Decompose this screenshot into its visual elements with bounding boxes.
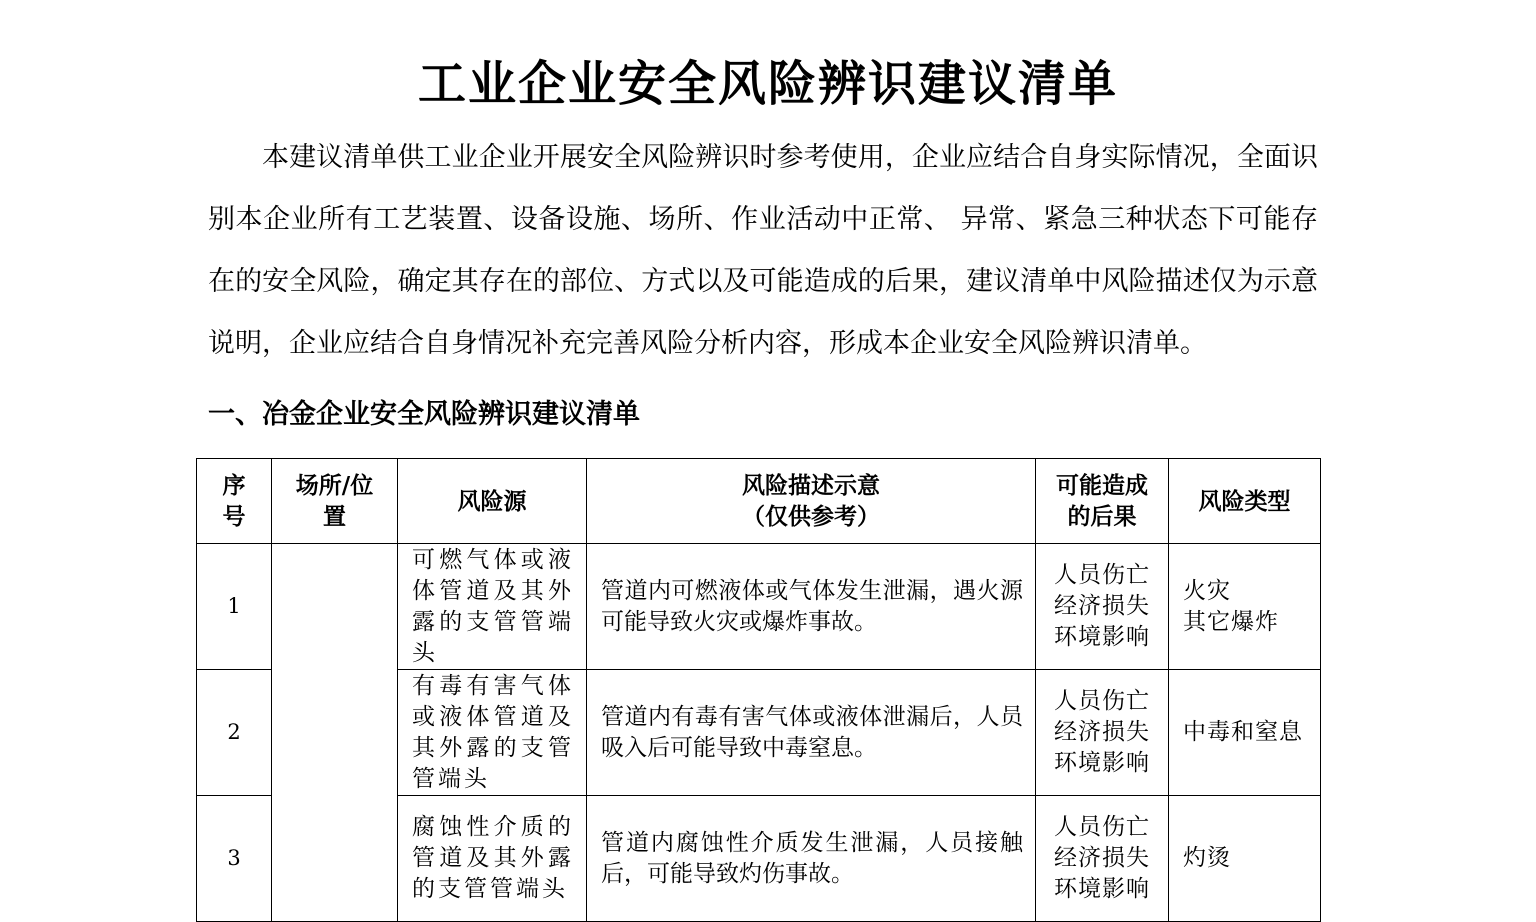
row-source	[398, 796, 587, 922]
header-type-line: 风险类型	[1198, 487, 1291, 515]
document-title: 工业企业安全风险辨识建议清单	[417, 56, 1118, 112]
consequence-item: 环境影响	[1054, 876, 1150, 902]
row-description: 管道内有毒有害气体或液体泄漏后，人员吸入后可能导致中毒窒息。	[587, 670, 1036, 796]
row-type	[1169, 796, 1321, 922]
consequence-item: 经济损失	[1054, 593, 1150, 619]
row-source	[398, 670, 587, 796]
row-source	[398, 544, 587, 670]
row-type	[1169, 544, 1321, 670]
row-description: 管道内可燃液体或气体发生泄漏，遇火源可能导致火灾或爆炸事故。	[587, 544, 1036, 670]
header-description-line: 风险描述示意	[742, 472, 880, 499]
table-row	[197, 544, 1321, 670]
header-description-line: （仅供参考）	[742, 503, 880, 530]
header-source	[398, 459, 587, 544]
type-item: 其它爆炸	[1183, 608, 1279, 635]
table-header-row	[197, 459, 1321, 544]
consequence-item: 经济损失	[1054, 845, 1150, 871]
header-seq-line: 号	[222, 503, 246, 530]
row-seq: 1	[197, 544, 272, 670]
row-consequence	[1036, 670, 1169, 796]
header-description	[587, 459, 1036, 544]
row-location	[272, 544, 398, 922]
row-seq: 2	[197, 670, 272, 796]
row-consequence	[1036, 796, 1169, 922]
consequence-item: 人员伤亡	[1054, 688, 1150, 714]
consequence-item: 环境影响	[1054, 624, 1150, 650]
intro-paragraph: 本建议清单供工业企业开展安全风险辨识时参考使用，企业应结合自身实际情况，全面识别本企业所有工艺装置、设备设施、场所、作业活动中正常、 异常、紧急三种状态下可能存在的安全风险，确定其存在的部位、方式以及可能造成的后果，建议清单中风险描述仅为示意说明，企业应结合自身情况补充完善风险分析内容，形成本企业安全风险辨识清单。	[208, 142, 1318, 359]
consequence-item: 人员伤亡	[1054, 562, 1150, 588]
header-consequence-line: 可能造成	[1056, 472, 1148, 499]
section-heading: 一、冶金企业安全风险辨识建议清单	[208, 399, 640, 430]
header-source-line: 风险源	[457, 487, 527, 515]
header-location	[272, 459, 398, 544]
header-consequence-line: 的后果	[1067, 503, 1137, 530]
row-description: 管道内腐蚀性介质发生泄漏，人员接触后，可能导致灼伤事故。	[587, 796, 1036, 922]
consequence-item: 经济损失	[1054, 719, 1150, 745]
header-location-line: 场所/位	[295, 472, 374, 499]
header-location-line: 置	[323, 503, 346, 530]
row-seq: 3	[197, 796, 272, 922]
header-seq-line: 序	[222, 472, 246, 499]
header-type	[1169, 459, 1321, 544]
consequence-item: 环境影响	[1054, 750, 1150, 776]
row-source-text: 可燃气体或液体管道及其外露的支管管端头	[412, 546, 574, 666]
row-source-text: 腐蚀性介质的管道及其外露的支管管端头	[412, 814, 574, 902]
consequence-item: 人员伤亡	[1054, 814, 1150, 840]
row-source-text: 有毒有害气体或液体管道及其外露的支管管端头	[412, 672, 574, 792]
row-consequence	[1036, 544, 1169, 670]
type-item: 灼烫	[1183, 845, 1231, 871]
row-type	[1169, 670, 1321, 796]
risk-table	[196, 458, 1321, 922]
type-item: 中毒和窒息	[1183, 719, 1303, 745]
header-consequence	[1036, 459, 1169, 544]
header-seq	[197, 459, 272, 544]
type-item: 火灾	[1183, 577, 1231, 604]
